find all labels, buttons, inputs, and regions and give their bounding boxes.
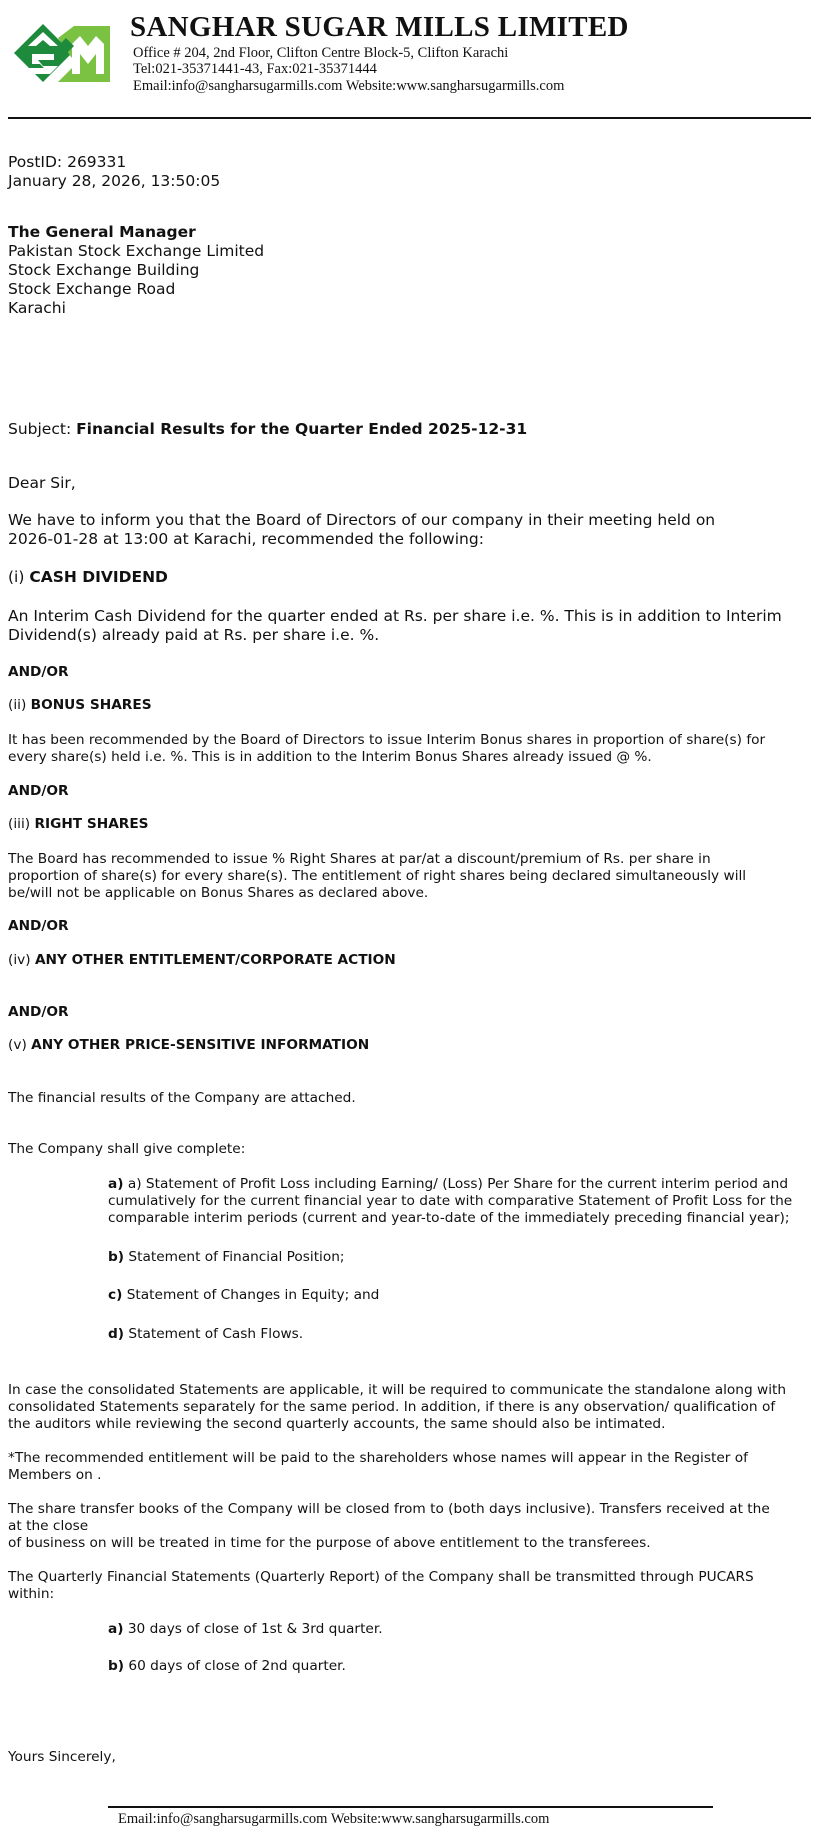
salutation: Dear Sir, xyxy=(8,474,76,492)
section-price-sensitive xyxy=(8,1037,369,1054)
recipient-line: Karachi xyxy=(8,299,66,317)
intro-line: We have to inform you that the Board of Directors of our company in their meeting held on xyxy=(8,511,716,529)
item-text: Statement of Changes in Equity; and xyxy=(122,1287,380,1303)
list-item-b xyxy=(108,1249,345,1266)
and-or-separator: AND/OR xyxy=(8,664,69,680)
section-heading: ANY OTHER ENTITLEMENT/CORPORATE ACTION xyxy=(34,952,396,968)
company-shall-give-text: The Company shall give complete: xyxy=(8,1141,246,1157)
transfer-text: of business on will be treated in time for the purpose of above entitlement to the transferees. xyxy=(8,1535,651,1551)
section-number: (iii) xyxy=(8,816,35,832)
bonus-text: It has been recommended by the Board of Directors to issue Interim Bonus shares in proportion of share(s) for xyxy=(8,732,766,748)
company-logo xyxy=(14,24,110,82)
subject-label: Subject: xyxy=(8,420,77,438)
item-label: c) xyxy=(108,1287,123,1303)
subject-text: Financial Results for the Quarter Ended 2025-12-31 xyxy=(76,420,528,438)
item-text: 30 days of close of 1st & 3rd quarter. xyxy=(123,1621,383,1637)
company-email-website: Email:info@sangharsugarmills.com Website:www.sangharsugarmills.com xyxy=(133,78,565,94)
header-divider xyxy=(8,117,811,119)
item-text: a) Statement of Profit Loss including Earning/ (Loss) Per Share for the current interim period and xyxy=(123,1176,789,1192)
intro-line: 2026-01-28 at 13:00 at Karachi, recommended the following: xyxy=(8,530,484,548)
footer-email-website: Email:info@sangharsugarmills.com Website:www.sangharsugarmills.com xyxy=(118,1811,550,1827)
section-number: (iv) xyxy=(8,952,35,968)
consolidated-text: consolidated Statements separately for the same period. In addition, if there is any observation/ qualification of xyxy=(8,1399,776,1415)
subject-line xyxy=(8,420,527,439)
section-other-entitlement xyxy=(8,952,396,969)
pucars-text: within: xyxy=(8,1586,55,1602)
recipient-line: Stock Exchange Road xyxy=(8,280,176,298)
closing: Yours Sincerely, xyxy=(8,1749,116,1765)
section-bonus-shares xyxy=(8,697,152,714)
results-attached-text: The financial results of the Company are attached. xyxy=(8,1090,356,1106)
and-or-separator: AND/OR xyxy=(8,1004,69,1020)
item-text: 60 days of close of 2nd quarter. xyxy=(124,1658,346,1674)
right-shares-text: proportion of share(s) for every share(s). The entitlement of right shares being declared simultaneously will xyxy=(8,868,747,884)
section-heading: CASH DIVIDEND xyxy=(29,568,168,586)
list-item-a-cont: comparable interim periods (current and year-to-date of the immediately preceding financial year); xyxy=(108,1210,790,1226)
section-number: (ii) xyxy=(8,697,31,713)
item-label: b) xyxy=(108,1658,125,1674)
pucars-item-b xyxy=(108,1658,346,1675)
pucars-text: The Quarterly Financial Statements (Quarterly Report) of the Company shall be transmitted through PUCARS xyxy=(8,1569,754,1585)
company-name: SANGHAR SUGAR MILLS LIMITED xyxy=(130,11,629,43)
section-heading: RIGHT SHARES xyxy=(34,816,149,832)
and-or-separator: AND/OR xyxy=(8,918,69,934)
cash-dividend-text: An Interim Cash Dividend for the quarter ended at Rs. per share i.e. %. This is in addition to Interim xyxy=(8,607,782,625)
recipient-title: The General Manager xyxy=(8,223,196,241)
item-text: Statement of Cash Flows. xyxy=(124,1326,304,1342)
section-heading: ANY OTHER PRICE-SENSITIVE INFORMATION xyxy=(31,1037,370,1053)
section-right-shares xyxy=(8,816,149,833)
section-cash-dividend xyxy=(8,568,168,587)
post-datetime: January 28, 2026, 13:50:05 xyxy=(8,172,221,190)
transfer-text: at the close xyxy=(8,1518,89,1534)
consolidated-text: In case the consolidated Statements are applicable, it will be required to communicate the standalone along with xyxy=(8,1382,787,1398)
list-item-a xyxy=(108,1176,788,1193)
cash-dividend-text: Dividend(s) already paid at Rs. per share i.e. %. xyxy=(8,626,380,644)
entitlement-note: Members on . xyxy=(8,1467,102,1483)
pucars-item-a xyxy=(108,1621,383,1638)
footer-divider xyxy=(108,1806,713,1808)
company-tel-fax: Tel:021-35371441-43, Fax:021-35371444 xyxy=(133,61,377,77)
and-or-separator: AND/OR xyxy=(8,783,69,799)
list-item-c xyxy=(108,1287,379,1304)
company-address: Office # 204, 2nd Floor, Clifton Centre Block-5, Clifton Karachi xyxy=(133,45,509,61)
right-shares-text: be/will not be applicable on Bonus Shares as declared above. xyxy=(8,885,429,901)
section-heading: BONUS SHARES xyxy=(30,697,152,713)
item-text: Statement of Financial Position; xyxy=(124,1249,345,1265)
section-number: (i) xyxy=(8,568,30,586)
list-item-a-cont: cumulatively for the current financial year to date with comparative Statement of Profit Loss for the xyxy=(108,1193,793,1209)
item-label: a) xyxy=(108,1176,124,1192)
item-label: d) xyxy=(108,1326,125,1342)
item-label: a) xyxy=(108,1621,124,1637)
post-id: PostID: 269331 xyxy=(8,153,127,171)
right-shares-text: The Board has recommended to issue % Right Shares at par/at a discount/premium of Rs. per share in xyxy=(8,851,711,867)
recipient-line: Stock Exchange Building xyxy=(8,261,200,279)
recipient-line: Pakistan Stock Exchange Limited xyxy=(8,242,265,260)
item-label: b) xyxy=(108,1249,125,1265)
list-item-d xyxy=(108,1326,303,1343)
transfer-text: The share transfer books of the Company will be closed from to (both days inclusive). Transfers received at the xyxy=(8,1501,770,1517)
entitlement-note: *The recommended entitlement will be paid to the shareholders whose names will appear in the Register of xyxy=(8,1450,748,1466)
section-number: (v) xyxy=(8,1037,32,1053)
bonus-text: every share(s) held i.e. %. This is in addition to the Interim Bonus Shares already issued @ %. xyxy=(8,749,652,765)
consolidated-text: the auditors while reviewing the second quarterly accounts, the same should also be intimated. xyxy=(8,1416,666,1432)
